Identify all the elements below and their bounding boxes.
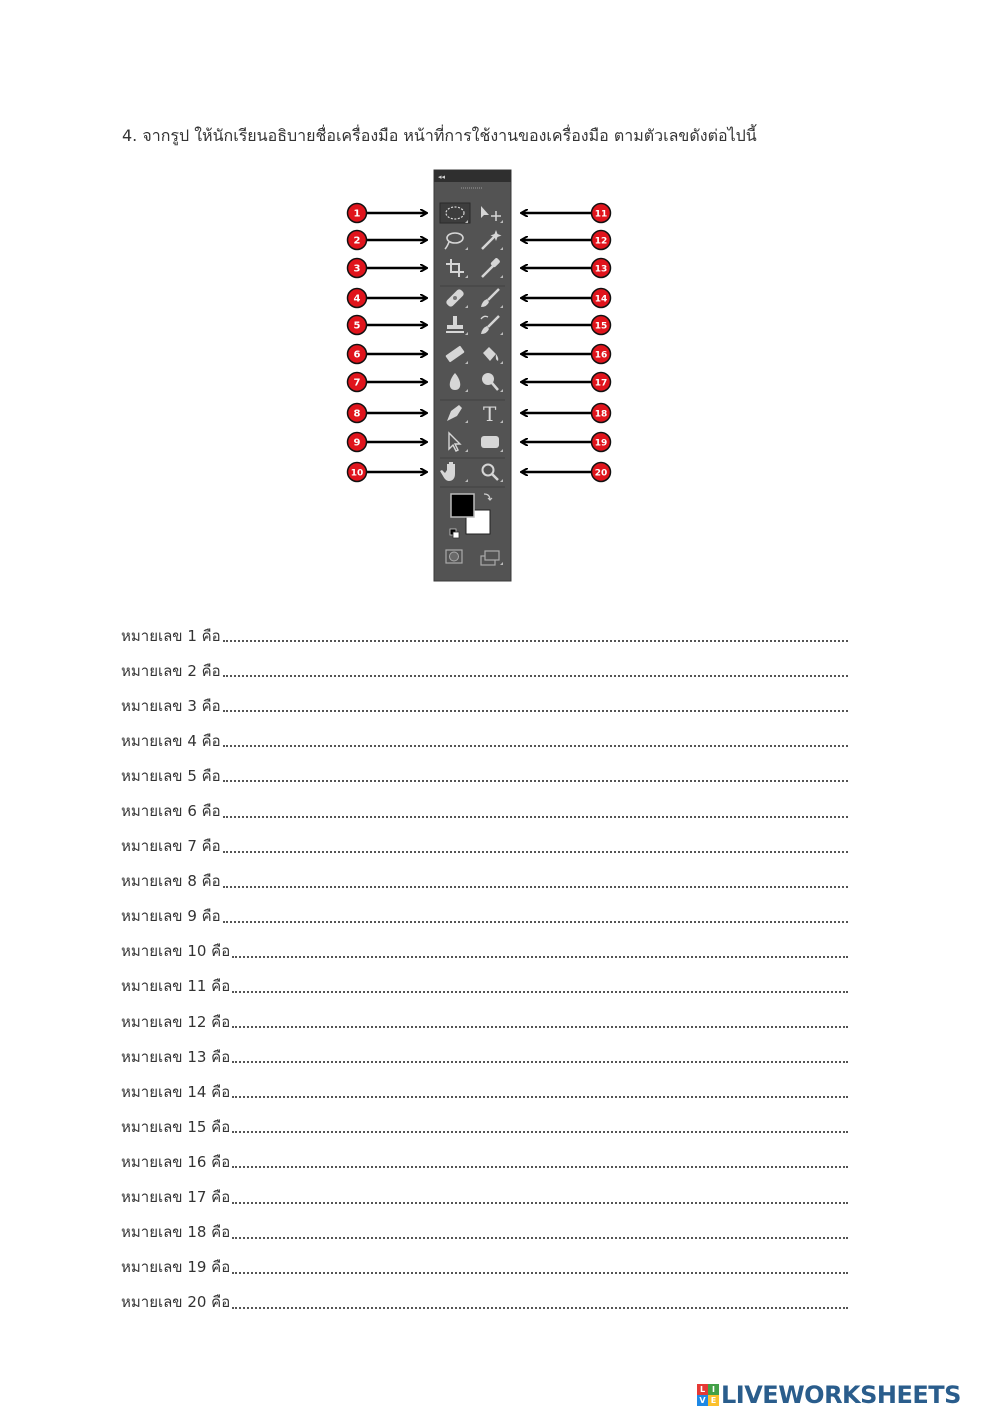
badge-number: 11 xyxy=(594,209,608,220)
answer-input-line[interactable] xyxy=(232,1306,848,1309)
answer-input-line[interactable] xyxy=(223,779,848,782)
answer-list xyxy=(121,618,848,1320)
photoshop-toolbar-figure xyxy=(0,0,1000,600)
logo-letter: V xyxy=(697,1395,708,1406)
number-badge xyxy=(592,433,611,452)
answer-input-line[interactable] xyxy=(223,920,848,923)
answer-row xyxy=(121,1144,848,1179)
answer-input-line[interactable] xyxy=(232,990,848,993)
badge-number: 16 xyxy=(594,350,608,361)
answer-label: หมายเลข 8 คือ xyxy=(121,872,221,891)
answer-label: หมายเลข 1 คือ xyxy=(121,626,221,645)
number-badge xyxy=(592,404,611,423)
badge-number: 17 xyxy=(594,378,608,389)
badge-number: 19 xyxy=(594,438,608,449)
answer-input-line[interactable] xyxy=(232,955,848,958)
foreground-color-swatch[interactable] xyxy=(451,494,474,517)
logo-letter: I xyxy=(708,1384,719,1395)
number-badge xyxy=(348,404,367,423)
answer-label: หมายเลข 4 คือ xyxy=(121,731,221,750)
answer-label: หมายเลข 15 คือ xyxy=(121,1117,231,1136)
answer-label: หมายเลข 3 คือ xyxy=(121,696,221,715)
badge-number: 7 xyxy=(353,377,361,389)
logo-text: LIVEWORKSHEETS xyxy=(721,1381,961,1409)
answer-label: หมายเลข 10 คือ xyxy=(121,942,231,961)
number-badge xyxy=(592,463,611,482)
badge-number: 6 xyxy=(353,349,361,361)
number-badge xyxy=(592,289,611,308)
answer-input-line[interactable] xyxy=(232,1201,848,1204)
answer-label: หมายเลข 14 คือ xyxy=(121,1082,231,1101)
number-badge xyxy=(592,345,611,364)
answer-label: หมายเลข 11 คือ xyxy=(121,977,231,996)
answer-label: หมายเลข 20 คือ xyxy=(121,1293,231,1312)
badge-number: 5 xyxy=(353,320,361,332)
answer-row xyxy=(121,1074,848,1109)
answer-row xyxy=(121,934,848,969)
answer-row xyxy=(121,758,848,793)
number-badge xyxy=(348,316,367,335)
number-badge xyxy=(592,259,611,278)
answer-label: หมายเลข 18 คือ xyxy=(121,1223,231,1242)
answer-input-line[interactable] xyxy=(223,885,848,888)
number-badge xyxy=(348,373,367,392)
svg-text:T: T xyxy=(483,402,497,426)
answer-input-line[interactable] xyxy=(232,1165,848,1168)
answer-input-line[interactable] xyxy=(223,815,848,818)
badge-number: 3 xyxy=(353,263,361,275)
answer-row xyxy=(121,1180,848,1215)
answer-label: หมายเลข 13 คือ xyxy=(121,1047,231,1066)
number-badge xyxy=(592,373,611,392)
answer-row xyxy=(121,723,848,758)
answer-row xyxy=(121,829,848,864)
answer-label: หมายเลข 17 คือ xyxy=(121,1188,231,1207)
panel-header xyxy=(434,170,511,182)
badge-number: 10 xyxy=(350,468,364,479)
answer-row xyxy=(121,688,848,723)
answer-input-line[interactable] xyxy=(232,1025,848,1028)
answer-input-line[interactable] xyxy=(223,674,848,677)
badge-number: 4 xyxy=(353,293,361,305)
answer-row xyxy=(121,864,848,899)
answer-row xyxy=(121,1039,848,1074)
number-badge xyxy=(348,204,367,223)
tools-panel xyxy=(434,170,511,581)
answer-row xyxy=(121,1109,848,1144)
badge-number: 15 xyxy=(594,321,608,332)
answer-label: หมายเลข 12 คือ xyxy=(121,1012,231,1031)
answer-input-line[interactable] xyxy=(232,1095,848,1098)
answer-row xyxy=(121,653,848,688)
number-badge xyxy=(348,259,367,278)
answer-input-line[interactable] xyxy=(232,1060,848,1063)
number-badge xyxy=(348,433,367,452)
badge-number: 2 xyxy=(353,235,361,247)
number-badge xyxy=(592,316,611,335)
answer-row xyxy=(121,1285,848,1320)
logo-letter: E xyxy=(708,1395,719,1406)
badge-number: 20 xyxy=(594,468,608,479)
answer-label: หมายเลข 6 คือ xyxy=(121,802,221,821)
answer-input-line[interactable] xyxy=(223,850,848,853)
answer-label: หมายเลข 5 คือ xyxy=(121,766,221,785)
answer-label: หมายเลข 2 คือ xyxy=(121,661,221,680)
number-badge xyxy=(348,463,367,482)
answer-input-line[interactable] xyxy=(223,709,848,712)
badge-number: 8 xyxy=(353,408,361,420)
answer-row xyxy=(121,793,848,828)
number-badge xyxy=(592,231,611,250)
number-badge xyxy=(592,204,611,223)
badge-number: 9 xyxy=(353,437,361,449)
badge-number: 13 xyxy=(594,264,608,275)
badge-number: 1 xyxy=(353,208,361,220)
collapse-icon[interactable]: ◂◂ xyxy=(438,173,446,181)
answer-row xyxy=(121,969,848,1004)
answer-label: หมายเลข 19 คือ xyxy=(121,1258,231,1277)
question-text: 4. จากรูป ให้นักเรียนอธิบายชื่อเครื่องมือ หน้าที่การใช้งานของเครื่องมือ ตามตัวเลขดังต่อไปนี้ xyxy=(122,126,757,145)
answer-row xyxy=(121,899,848,934)
badge-number: 14 xyxy=(594,294,608,305)
answer-label: หมายเลข 16 คือ xyxy=(121,1152,231,1171)
answer-row xyxy=(121,1004,848,1039)
badge-number: 12 xyxy=(594,236,608,247)
answer-label: หมายเลข 7 คือ xyxy=(121,837,221,856)
number-badge xyxy=(348,345,367,364)
marquee-tool-icon[interactable] xyxy=(440,203,470,223)
answer-input-line[interactable] xyxy=(232,1236,848,1239)
answer-input-line[interactable] xyxy=(232,1130,848,1133)
number-badge xyxy=(348,289,367,308)
badge-number: 18 xyxy=(594,409,608,420)
answer-label: หมายเลข 9 คือ xyxy=(121,907,221,926)
number-badge xyxy=(348,231,367,250)
logo-mark-icon xyxy=(697,1384,719,1406)
answer-row xyxy=(121,618,848,653)
answer-row xyxy=(121,1250,848,1285)
liveworksheets-logo xyxy=(697,1380,961,1410)
answer-input-line[interactable] xyxy=(232,1271,848,1274)
answer-row xyxy=(121,1215,848,1250)
logo-letter: L xyxy=(697,1384,708,1395)
answer-input-line[interactable] xyxy=(223,639,848,642)
answer-input-line[interactable] xyxy=(223,744,848,747)
